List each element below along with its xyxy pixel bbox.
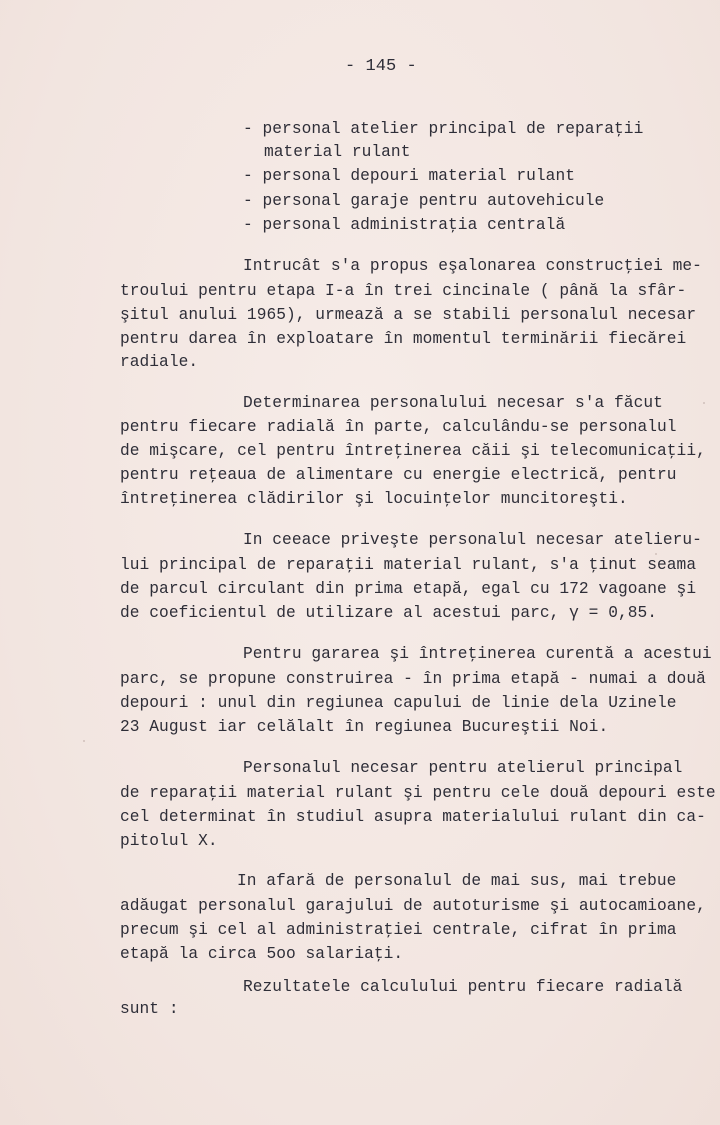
paragraph-line: Intrucât s'a propus eşalonarea construcţiei me- xyxy=(243,257,702,275)
paragraph-line: de parcul circulant din prima etapă, egal cu 172 vagoane şi xyxy=(120,580,697,598)
paragraph-line: Rezultatele calculului pentru fiecare radială xyxy=(243,978,683,996)
paragraph-line: etapă la circa 5oo salariaţi. xyxy=(120,945,404,963)
list-item-continuation: material rulant xyxy=(264,143,411,161)
paragraph-line: Personalul necesar pentru atelierul principal xyxy=(243,759,683,777)
paragraph-line: precum şi cel al administraţiei centrale, cifrat în prima xyxy=(120,921,677,939)
list-item: - personal administraţia centrală xyxy=(243,216,566,234)
paragraph-line: de mişcare, cel pentru întreţinerea căii şi telecomunicaţii, xyxy=(120,442,706,460)
list-item: - personal depouri material rulant xyxy=(243,167,575,185)
paragraph-line: troului pentru etapa I-a în trei cincinale ( până la sfâr- xyxy=(120,282,687,300)
list-item: - personal atelier principal de reparaţii xyxy=(243,120,644,138)
page-number: - 145 - xyxy=(345,57,417,76)
paragraph-line: Determinarea personalului necesar s'a făcut xyxy=(243,394,663,412)
paragraph-line: In afară de personalul de mai sus, mai trebue xyxy=(237,872,677,890)
paragraph-line: de coeficientul de utilizare al acestui parc, γ = 0,85. xyxy=(120,604,658,622)
paragraph-line: depouri : unul din regiunea capului de linie dela Uzinele xyxy=(120,694,677,712)
paragraph-line: radiale. xyxy=(120,353,199,371)
paper-speck xyxy=(83,740,85,742)
paragraph-line: lui principal de reparaţii material rulant, s'a ţinut seama xyxy=(120,556,697,574)
paragraph-line: sunt : xyxy=(120,1000,179,1018)
paragraph-line: cel determinat în studiul asupra materialului rulant din ca- xyxy=(120,808,706,826)
paragraph-line: pentru fiecare radială în parte, calculându-se personalul xyxy=(120,418,677,436)
list-item: - personal garaje pentru autovehicule xyxy=(243,192,605,210)
paragraph-line: pentru darea în exploatare în momentul terminării fiecărei xyxy=(120,330,687,348)
paragraph-line: Pentru gararea şi întreţinerea curentă a acestui xyxy=(243,645,712,663)
paragraph-line: In ceeace priveşte personalul necesar atelieru- xyxy=(243,531,702,549)
paragraph-line: şitul anului 1965), urmează a se stabili personalul necesar xyxy=(120,306,697,324)
paragraph-line: pitolul X. xyxy=(120,832,218,850)
paper-speck xyxy=(703,402,705,404)
paragraph-line: de reparaţii material rulant şi pentru cele două depouri este xyxy=(120,784,716,802)
paragraph-line: adăugat personalul garajului de autoturisme şi autocamioane, xyxy=(120,897,706,915)
paragraph-line: pentru reţeaua de alimentare cu energie electrică, pentru xyxy=(120,466,677,484)
paper-speck xyxy=(655,553,657,555)
paragraph-line: 23 August iar celălalt în regiunea Bucureştii Noi. xyxy=(120,718,609,736)
paragraph-line: întreţinerea clădirilor şi locuinţelor muncitoreşti. xyxy=(120,490,628,508)
paragraph-line: parc, se propune construirea - în prima etapă - numai a două xyxy=(120,670,706,688)
